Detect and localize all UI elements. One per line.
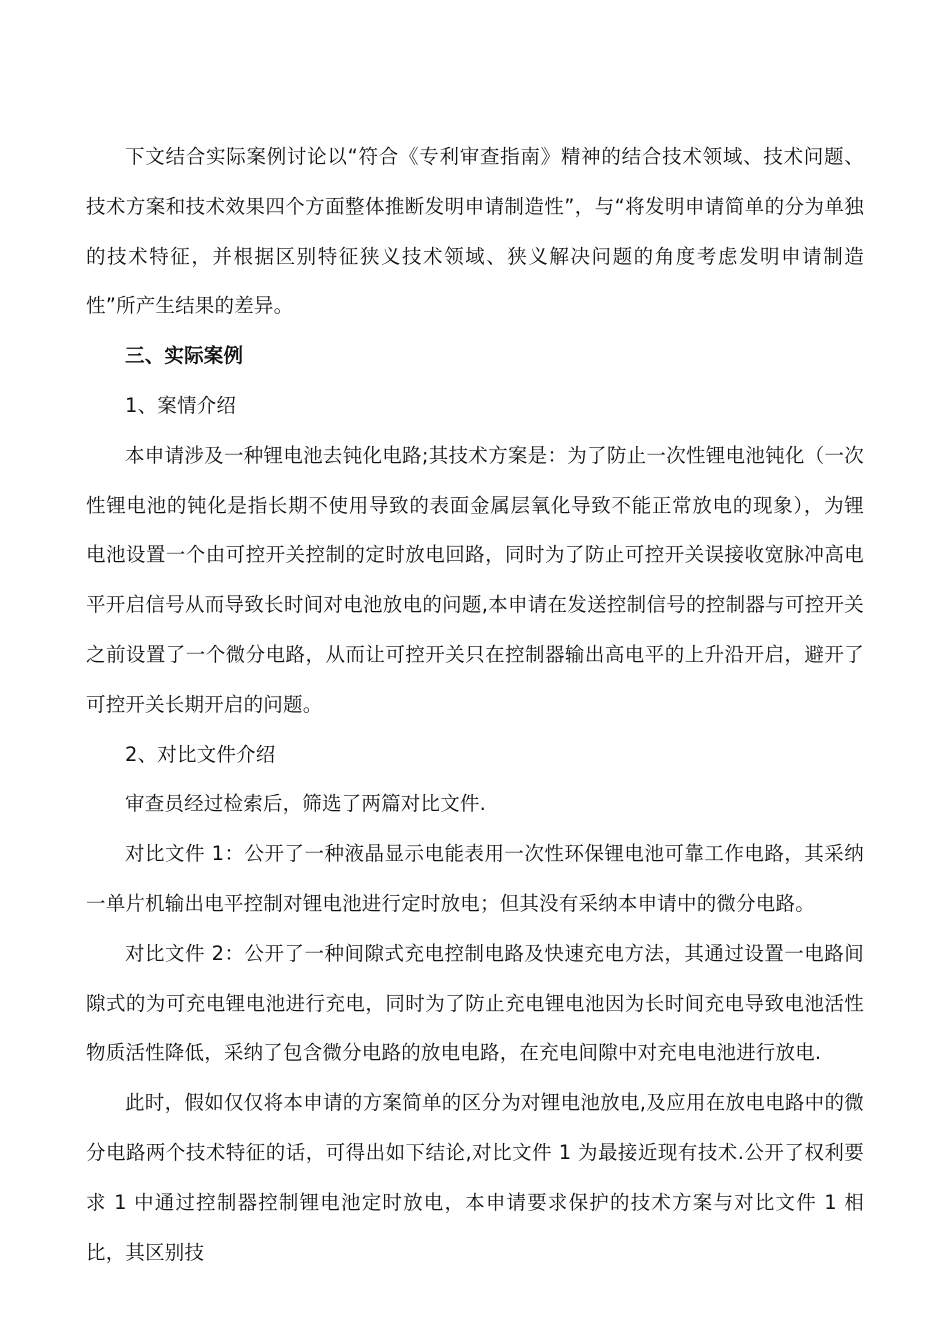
reference-document-2-paragraph: 对比文件 2：公开了一种间隙式充电控制电路及快速充电方法，其通过设置一电路间隙式的为可充电锂电池进行充电，同时为了防止充电锂电池因为长时间充电导致电池活性物质活性降低，采纳了包含微分电路的放电电路，在充电间隙中对充电电池进行放电. xyxy=(86,941,864,1065)
subheading-reference-documents: 2、对比文件介绍 xyxy=(125,742,276,766)
intro-paragraph: 下文结合实际案例讨论以“符合《专利审查指南》精神的结合技术领域、技术问题、技术方案和技术效果四个方面整体推断发明申请制造性”，与“将发明申请简单的分为单独的技术特征，并根据区别特征狭义技术领域、狭义解决问题的角度考虑发明申请制造性”所产生结果的差异。 xyxy=(86,145,864,318)
examiner-search-paragraph: 审查员经过检索后，筛选了两篇对比文件. xyxy=(125,792,486,816)
section-heading-actual-cases: 三、实际案例 xyxy=(125,344,244,368)
document-body xyxy=(86,132,864,1277)
case-description-paragraph: 本申请涉及一种锂电池去钝化电路;其技术方案是：为了防止一次性锂电池钝化（一次性锂电池的钝化是指长期不使用导致的表面金属层氧化导致不能正常放电的现象），为锂电池设置一个由可控开关控制的定时放电回路，同时为了防止可控开关误接收宽脉冲高电平开启信号从而导致长时间对电池放电的问题,本申请在发送控制信号的控制器与可控开关之前设置了一个微分电路，从而让可控开关只在控制器输出高电平的上升沿开启，避开了可控开关长期开启的问题。 xyxy=(86,443,864,716)
reference-document-1-paragraph: 对比文件 1：公开了一种液晶显示电能表用一次性环保锂电池可靠工作电路，其采纳一单片机输出电平控制对锂电池进行定时放电；但其没有采纳本申请中的微分电路。 xyxy=(86,842,864,915)
analysis-paragraph: 此时，假如仅仅将本申请的方案简单的区分为对锂电池放电,及应用在放电电路中的微分电路两个技术特征的话，可得出如下结论,对比文件 1 为最接近现有技术.公开了权利要求 1 中通过控制器控制锂电池定时放电，本申请要求保护的技术方案与对比文件 1 相比，其区别技 xyxy=(86,1091,864,1264)
subheading-case-introduction: 1、案情介绍 xyxy=(125,393,237,417)
